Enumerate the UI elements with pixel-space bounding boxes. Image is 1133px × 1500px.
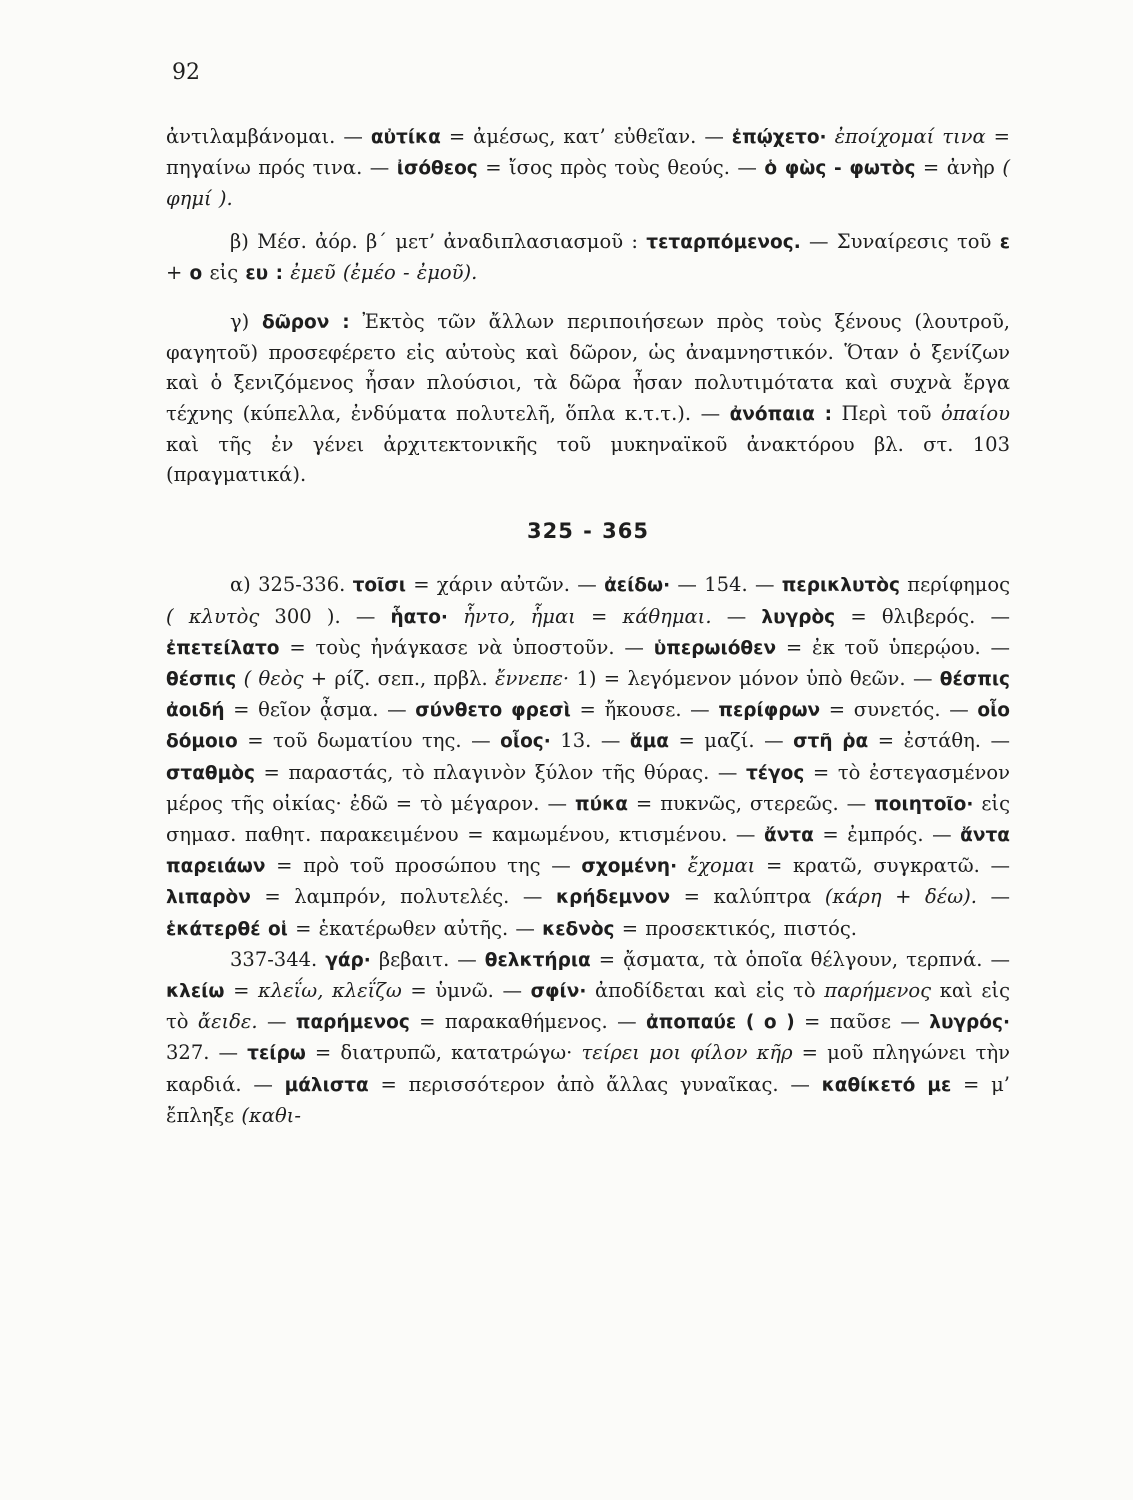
lemma-term: τείρω [247, 1043, 306, 1065]
gloss-text: = διατρυπῶ, κατατρώγω· [305, 1041, 582, 1065]
lemma-term: ἰσόθεος [396, 158, 478, 180]
gloss-text: βεβαιτ. — [370, 947, 485, 971]
lemma-term: λυγρός· [929, 1012, 1010, 1034]
lemma-term: σύνθετο φρεσὶ [415, 700, 571, 722]
lemma-term: τοῖσι [352, 575, 406, 597]
lemma-term: ὑπερωιόθεν [653, 637, 777, 659]
gloss-text: καὶ εἰς τὸ [166, 979, 1010, 1034]
gloss-text: Ἐκτὸς τῶν ἄλλων περιποιήσεων πρὸς τοὺς ξένους (λουτροῦ, φαγητοῦ) προσεφέρετο εἰς αὐτοὺς καὶ δῶρον, ὡς ἀναμνηστικόν. Ὅταν ὁ ξενίζων καὶ ὁ ξενιζόμενος ἦσαν πλούσιοι, τὰ δῶρα ἦσαν πολυτιμότατα καὶ συχνὰ ἔργα τέχνης (κύπελλα, ἐνδύματα πολυτελῆ, ὅπλα κ.τ.τ.). — [166, 310, 1010, 425]
gloss-text: = ἀμέσως, κατ’ εὐθεῖαν. — [440, 125, 732, 148]
gloss-text: = μαζί. — [668, 729, 794, 753]
paragraph-autika [166, 122, 1010, 215]
gloss-text: = ᾄσματα, τὰ ὁποῖα θέλγουν, τερπνά. — [590, 947, 1010, 971]
gloss-text: = [224, 979, 259, 1003]
gloss-text: = παῦσε — [794, 1010, 930, 1034]
gloss-text: = πηγαίνω πρός τινα. — [166, 125, 1011, 180]
lemma-term: ἀνόπαια : [729, 403, 832, 425]
lemma-term: ἄντα παρειάων [166, 825, 1010, 878]
lemma-term: μάλιστα [284, 1074, 369, 1096]
gloss-text: — [711, 604, 762, 628]
lemma-term: ἐπετείλατο [166, 637, 280, 659]
gloss-text: = προσεκτικός, πιστός. [614, 916, 857, 940]
gloss-text: περίφημος [899, 573, 1010, 597]
lemma-term: πύκα [574, 793, 628, 815]
gloss-text: = ὑμνῶ. — [401, 979, 531, 1003]
gloss-text: = ἐμπρός. — [813, 823, 961, 847]
lemma-term: περικλυτὸς [781, 575, 900, 597]
gloss-text: ἀντιλαμβάνομαι. — [166, 125, 371, 148]
gloss-text: = καλύπτρα [670, 885, 825, 909]
gloss-text: = παραστάς, τὸ πλαγινὸν ξύλον τῆς θύρας. — [254, 760, 746, 784]
lemma-term: ἄντα [763, 825, 814, 847]
lemma-term: ἀποπαύε ( ο ) [646, 1012, 795, 1034]
lemma-term: γάρ· [325, 949, 371, 971]
gloss-text: — [976, 885, 1010, 909]
lemma-term: στῆ ῥα [793, 731, 869, 753]
lemma-term: σχομένη· [581, 856, 678, 878]
italic-term: ἔχομαι [687, 854, 756, 878]
gloss-text [827, 125, 835, 148]
paragraph-beta [166, 227, 1010, 289]
gloss-text: = περισσότερον ἀπὸ ἄλλας γυναῖκας. — [368, 1072, 822, 1096]
italic-term: παρήμενος [824, 979, 932, 1003]
italic-term: ( φημί ). [166, 156, 1010, 211]
italic-term: ἄειδε. [197, 1010, 258, 1034]
gloss-text: 13. — [550, 729, 630, 753]
lemma-term: ἑκάτερθέ οἱ [166, 918, 288, 940]
gloss-text: εἰς σημασ. παθητ. παρακειμένου = καμωμένου, κτισμένου. — [166, 791, 1011, 847]
gloss-text [236, 667, 243, 690]
gloss-text: = πυκνῶς, στερεῶς. — [627, 791, 875, 815]
italic-term: ὀπαίου [941, 401, 1010, 425]
lemma-term: ευ : [245, 262, 283, 284]
gloss-text: = μοῦ πληγώνει τὴν καρδιά. — [166, 1041, 1010, 1096]
body-text [166, 122, 1010, 1131]
italic-term: ( θεὸς [243, 667, 304, 691]
italic-term: (καθι- [241, 1103, 301, 1127]
lemma-term: κεδνὸς [542, 918, 615, 940]
gloss-text [448, 605, 463, 628]
lemma-term: θέσπις [166, 669, 237, 691]
italic-term: ἐμεῦ (ἐμέο - ἐμοῦ). [290, 260, 478, 284]
lemma-term: κλείω [166, 981, 225, 1003]
lemma-term: οἷος· [500, 731, 551, 753]
lemma-term: λιπαρὸν [166, 887, 251, 909]
italic-term: κλεΐω, κλεΐζω [258, 979, 402, 1003]
gloss-text: = θεῖον ᾆσμα. — [224, 698, 416, 722]
gloss-text: — 154. — [670, 573, 782, 597]
lemma-term: σφίν· [530, 981, 587, 1003]
lemma-term: περίφρων [718, 700, 821, 722]
lemma-term: δῶρον : [261, 312, 350, 334]
lemma-term: κρήδεμνον [555, 887, 671, 909]
gloss-text: + [166, 260, 190, 284]
gloss-text: καὶ τῆς ἐν γένει ἀρχιτεκτονικῆς τοῦ μυκηναϊκοῦ ἀνακτόρου βλ. στ. 103 (πραγματικά). [166, 432, 1010, 487]
lemma-term: ὁ φὼς - φωτὸς [764, 158, 916, 180]
gloss-text: = τοὺς ἠνάγκασε νὰ ὑποστοῦν. — [279, 635, 654, 659]
gloss-text: = χάριν αὐτῶν. — [405, 573, 605, 597]
paragraph-337-344 [166, 945, 1010, 1131]
gloss-text: = τὸ ἐστεγασμένον μέρος τῆς οἰκίας· ἐδῶ = τὸ μέγαρον. — [166, 760, 1010, 815]
lemma-term: ἐπῴχετο· [731, 127, 827, 148]
lemma-term: λυγρὸς [761, 606, 836, 628]
gloss-text: = παρακαθήμενος. — [409, 1010, 647, 1034]
paragraph-gamma-doron [166, 307, 1010, 490]
gloss-text: = ἤκουσε. — [570, 698, 719, 722]
lemma-term: σταθμὸς [166, 762, 255, 784]
gloss-text [677, 854, 688, 877]
lemma-term: ἅμα [629, 731, 669, 753]
lemma-term: οἷο δόμοιο [166, 700, 1010, 753]
gloss-text: = ἴσος πρὸς τοὺς θεούς. — [477, 156, 765, 180]
lemma-term: θέσπις ἀοιδή [166, 669, 1011, 722]
gloss-text: = ἀνὴρ [915, 156, 1003, 180]
gloss-text: = θλιβερός. — [835, 604, 1010, 628]
gloss-text: β) Μέσ. ἀόρ. β΄ μετ’ ἀναδιπλασιασμοῦ : [230, 229, 647, 253]
gloss-text: — [257, 1010, 296, 1034]
gloss-text: = μ’ ἔπληξε [166, 1072, 1010, 1127]
gloss-text: Περὶ τοῦ [831, 401, 942, 425]
lemma-term: ο [189, 262, 203, 284]
lemma-term: τεταρπόμενος. [646, 231, 801, 253]
gloss-text: = πρὸ τοῦ προσώπου της — [265, 854, 582, 878]
italic-term: ἧντο, ἧμαι = κάθημαι. [463, 604, 712, 628]
gloss-text: = συνετός. — [820, 698, 978, 722]
italic-term: ἔννεπε· [495, 667, 570, 691]
lemma-term: ε [999, 231, 1010, 253]
gloss-text: γ) [230, 310, 262, 334]
italic-term: ἐποίχομαί τινα [834, 125, 986, 148]
gloss-text: + ρίζ. σεπ., πρβλ. [303, 667, 495, 691]
gloss-text: 1) = λεγόμενον μόνον ὑπὸ θεῶν. — [569, 667, 940, 691]
gloss-text: α) 325-336. [230, 573, 353, 597]
gloss-text: 300 ). — [259, 604, 391, 628]
paragraph-alpha-325-336 [166, 570, 1010, 944]
gloss-text: 327. — [166, 1041, 248, 1065]
gloss-text: = ἐστάθη. — [868, 729, 1011, 753]
page-number: 92 [172, 60, 200, 85]
gloss-text: 337-344. [230, 947, 326, 971]
gloss-text: = ἐκ τοῦ ὑπερῴου. — [776, 635, 1011, 659]
gloss-text: = ἑκατέρωθεν αὐτῆς. — [287, 916, 543, 940]
lemma-term: ἀείδω· [604, 575, 671, 597]
lemma-term: καθίκετό με [821, 1074, 952, 1096]
gloss-text: εἰς [202, 260, 246, 284]
lemma-term: ἧατο· [390, 606, 448, 628]
gloss-text: — Συναίρεσις τοῦ [800, 229, 1000, 253]
gloss-text: = λαμπρόν, πολυτελές. — [250, 885, 556, 909]
section-heading: 325 - 365 [526, 519, 649, 544]
gloss-text: = τοῦ δωματίου της. — [237, 729, 501, 753]
lemma-term: ποιητοῖο· [874, 793, 974, 815]
lemma-term: τέγος [745, 762, 805, 784]
gloss-text: = κρατῶ, συγκρατῶ. — [755, 854, 1010, 878]
gloss-text: ἀποδίδεται καὶ εἰς τὸ [586, 979, 825, 1003]
italic-term: (κάρη + δέω). [824, 885, 977, 909]
lemma-term: θελκτήρια [484, 949, 591, 971]
lemma-term: παρήμενος [295, 1012, 410, 1034]
italic-term: ( κλυτὸς [166, 604, 260, 628]
italic-term: τείρει μοι φίλον κῆρ [581, 1041, 793, 1065]
lemma-term: αὐτίκα [370, 127, 441, 148]
